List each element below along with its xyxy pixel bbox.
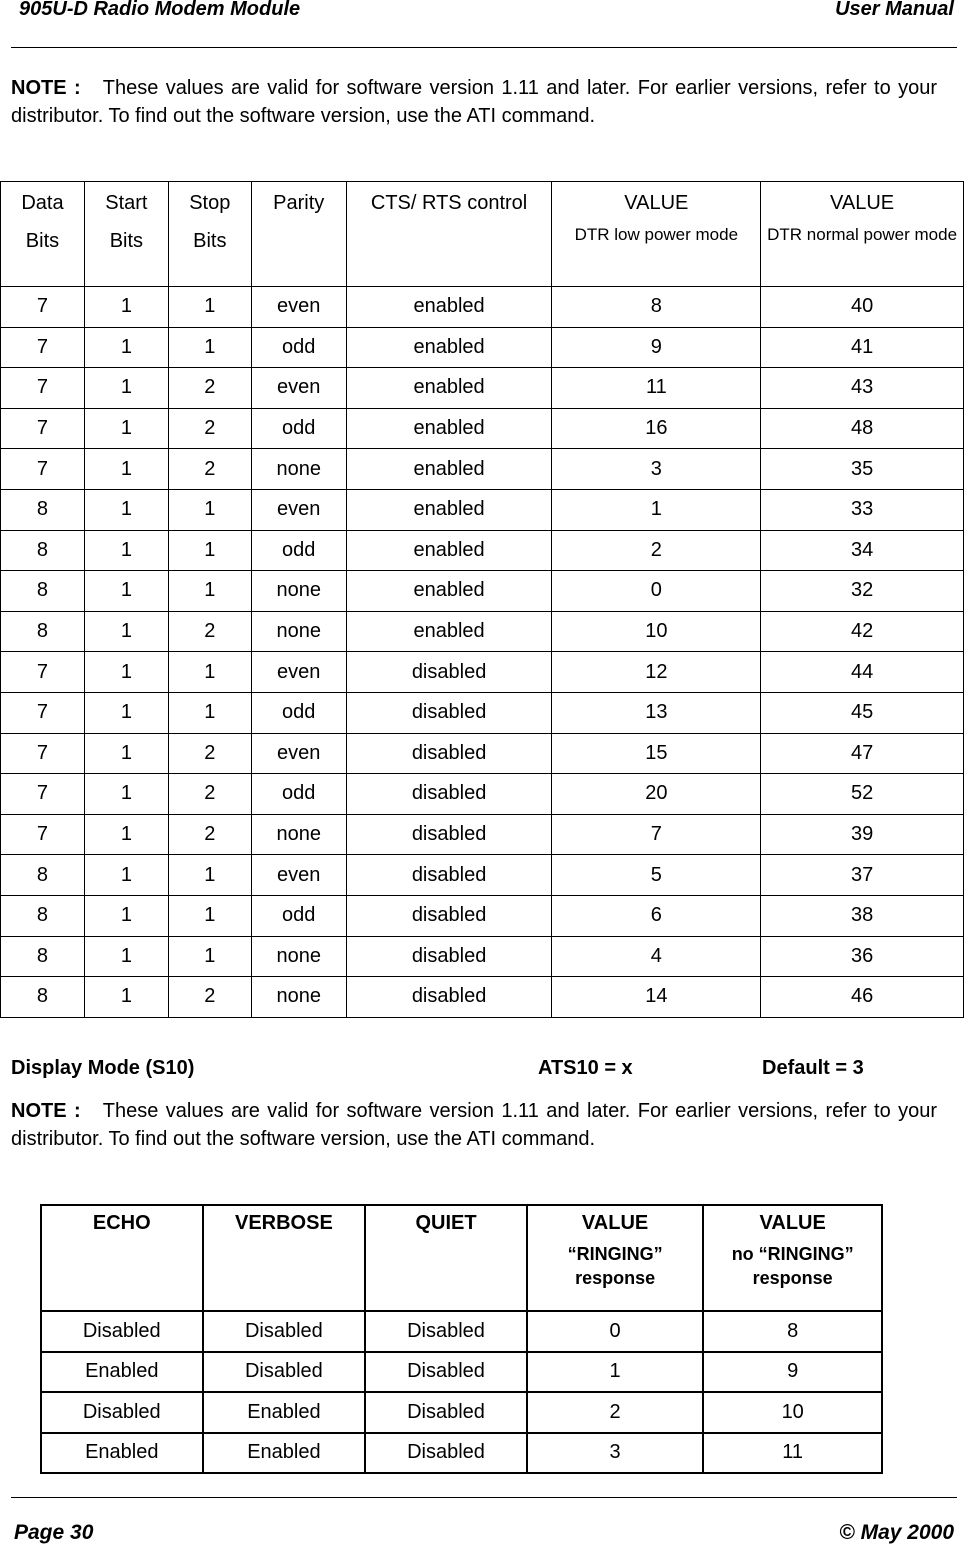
table-cell: 8 — [1, 977, 85, 1018]
table-cell: 9 — [552, 327, 761, 368]
table-cell: 2 — [527, 1392, 704, 1433]
table-cell: 15 — [552, 733, 761, 774]
col-header-verbose: VERBOSE — [203, 1205, 366, 1311]
table-cell: 7 — [1, 733, 85, 774]
table-cell: 1 — [84, 287, 168, 328]
table-cell: 39 — [761, 814, 964, 855]
table-cell: Enabled — [203, 1392, 366, 1433]
table-row — [1, 571, 964, 612]
table-cell: 43 — [761, 368, 964, 409]
table-row — [41, 1352, 882, 1393]
table-cell: disabled — [346, 733, 552, 774]
table-cell: Enabled — [41, 1433, 203, 1474]
table-cell: even — [251, 368, 346, 409]
table-cell: 8 — [1, 936, 85, 977]
col-header-data-bits: Data Bits — [1, 182, 85, 287]
table-cell: none — [251, 977, 346, 1018]
table-cell: 1 — [168, 855, 251, 896]
table-cell: 0 — [552, 571, 761, 612]
table-cell: 46 — [761, 977, 964, 1018]
table-row — [1, 449, 964, 490]
table-row — [1, 814, 964, 855]
table-cell: 7 — [1, 814, 85, 855]
table-cell: 41 — [761, 327, 964, 368]
table-cell: 1 — [168, 530, 251, 571]
table-cell: Disabled — [203, 1311, 366, 1352]
table-cell: 20 — [552, 774, 761, 815]
col-header-stop-bits: Stop Bits — [168, 182, 251, 287]
table-row — [1, 327, 964, 368]
table-cell: 1 — [84, 977, 168, 1018]
table-cell: 35 — [761, 449, 964, 490]
table-cell: 44 — [761, 652, 964, 693]
table-cell: disabled — [346, 692, 552, 733]
table-cell: 3 — [552, 449, 761, 490]
table-cell: none — [251, 814, 346, 855]
table-row — [1, 733, 964, 774]
note-text: These values are valid for software version 1.11 and later. For earlier versions, refer to your distributor. To find out the software version, use the ATI command. — [11, 77, 937, 127]
table-row — [1, 977, 964, 1018]
table-cell: 1 — [84, 489, 168, 530]
table-cell: 33 — [761, 489, 964, 530]
header-rule — [11, 47, 957, 48]
table-cell: 5 — [552, 855, 761, 896]
table-cell: 1 — [168, 652, 251, 693]
table-cell: odd — [251, 692, 346, 733]
table-cell: 40 — [761, 287, 964, 328]
table-cell: 2 — [168, 408, 251, 449]
table-cell: 1 — [84, 895, 168, 936]
table-cell: 4 — [552, 936, 761, 977]
col-header-quiet: QUIET — [365, 1205, 527, 1311]
display-mode-title: Display Mode (S10) — [11, 1057, 195, 1079]
table-cell: disabled — [346, 652, 552, 693]
display-mode-default: Default = 3 — [762, 1057, 864, 1079]
table-cell: even — [251, 652, 346, 693]
display-mode-table-body — [41, 1311, 882, 1473]
table-cell: 9 — [703, 1352, 882, 1393]
table-cell: 1 — [84, 936, 168, 977]
footer-rule — [11, 1497, 957, 1498]
table-cell: 6 — [552, 895, 761, 936]
table-row — [1, 936, 964, 977]
table-cell: Disabled — [365, 1352, 527, 1393]
table-cell: 2 — [168, 977, 251, 1018]
table-cell: 0 — [527, 1311, 704, 1352]
table-cell: 7 — [1, 692, 85, 733]
table-cell: 8 — [552, 287, 761, 328]
table-cell: 37 — [761, 855, 964, 896]
table-cell: disabled — [346, 855, 552, 896]
table-cell: 8 — [1, 611, 85, 652]
table-cell: 1 — [84, 530, 168, 571]
table-cell: Disabled — [41, 1311, 203, 1352]
table-cell: Disabled — [41, 1392, 203, 1433]
table-row — [1, 855, 964, 896]
table-cell: 2 — [168, 733, 251, 774]
table-cell: 2 — [168, 774, 251, 815]
table-cell: enabled — [346, 611, 552, 652]
table-cell: 16 — [552, 408, 761, 449]
table-header-row — [1, 182, 964, 287]
table-cell: 1 — [84, 774, 168, 815]
table-cell: disabled — [346, 936, 552, 977]
table-cell: 45 — [761, 692, 964, 733]
table-cell: enabled — [346, 530, 552, 571]
table-cell: enabled — [346, 287, 552, 328]
table-cell: odd — [251, 530, 346, 571]
table-cell: even — [251, 489, 346, 530]
copyright-date: © May 2000 — [839, 1521, 954, 1544]
table-cell: Disabled — [203, 1352, 366, 1393]
table-cell: none — [251, 936, 346, 977]
table-cell: 47 — [761, 733, 964, 774]
software-version-note-2 — [11, 1097, 937, 1153]
table-cell: disabled — [346, 895, 552, 936]
table-cell: 1 — [168, 936, 251, 977]
table-cell: Enabled — [41, 1352, 203, 1393]
table-cell: 1 — [84, 652, 168, 693]
table-row — [1, 774, 964, 815]
page-number: Page 30 — [14, 1521, 94, 1544]
table-cell: Disabled — [365, 1392, 527, 1433]
table-cell: 11 — [703, 1433, 882, 1474]
col-header-parity: Parity — [251, 182, 346, 287]
table-cell: 10 — [552, 611, 761, 652]
document-title: 905U-D Radio Modem Module — [19, 0, 301, 20]
display-mode-table — [40, 1204, 883, 1474]
table-cell: 1 — [552, 489, 761, 530]
table-cell: 7 — [1, 652, 85, 693]
note-text: These values are valid for software version 1.11 and later. For earlier versions, refer to your distributor. To find out the software version, use the ATI command. — [11, 1100, 937, 1150]
table-cell: 10 — [703, 1392, 882, 1433]
table-cell: Enabled — [203, 1433, 366, 1474]
table-cell: 7 — [552, 814, 761, 855]
table-cell: 1 — [84, 327, 168, 368]
table-row — [41, 1433, 882, 1474]
table-row — [1, 489, 964, 530]
table-cell: 7 — [1, 327, 85, 368]
table-cell: 1 — [527, 1352, 704, 1393]
table-cell: 7 — [1, 774, 85, 815]
col-header-value-normal-power: VALUE DTR normal power mode — [761, 182, 964, 287]
software-version-note — [11, 74, 937, 130]
table-cell: 13 — [552, 692, 761, 733]
table-cell: 1 — [84, 408, 168, 449]
table-cell: 8 — [1, 489, 85, 530]
table-cell: 1 — [168, 489, 251, 530]
table-cell: 2 — [552, 530, 761, 571]
table-row — [1, 368, 964, 409]
table-cell: 38 — [761, 895, 964, 936]
table-cell: 48 — [761, 408, 964, 449]
table-cell: even — [251, 733, 346, 774]
table-cell: 1 — [168, 327, 251, 368]
table-cell: 8 — [1, 530, 85, 571]
table-cell: 2 — [168, 611, 251, 652]
table-row — [1, 530, 964, 571]
table-row — [1, 895, 964, 936]
table-cell: 1 — [168, 287, 251, 328]
table-cell: enabled — [346, 327, 552, 368]
table-cell: 8 — [1, 855, 85, 896]
note-label: NOTE : — [11, 77, 81, 99]
table-cell: 8 — [1, 895, 85, 936]
table-cell: none — [251, 571, 346, 612]
table-cell: 36 — [761, 936, 964, 977]
table-cell: 1 — [168, 895, 251, 936]
table-cell: 2 — [168, 368, 251, 409]
table-cell: 1 — [84, 855, 168, 896]
display-mode-command: ATS10 = x — [538, 1057, 633, 1079]
table-cell: 7 — [1, 287, 85, 328]
table-cell: 2 — [168, 449, 251, 490]
table-cell: 12 — [552, 652, 761, 693]
table-cell: none — [251, 611, 346, 652]
table-cell: odd — [251, 408, 346, 449]
table-cell: 11 — [552, 368, 761, 409]
table-cell: 7 — [1, 368, 85, 409]
table-cell: 1 — [168, 692, 251, 733]
table-cell: 42 — [761, 611, 964, 652]
table-cell: even — [251, 287, 346, 328]
table-cell: 34 — [761, 530, 964, 571]
col-header-start-bits: Start Bits — [84, 182, 168, 287]
table-cell: 7 — [1, 408, 85, 449]
table-row — [1, 287, 964, 328]
table-cell: odd — [251, 327, 346, 368]
col-header-value-ringing: VALUE “RINGING” response — [527, 1205, 704, 1311]
table-row — [1, 692, 964, 733]
table-cell: none — [251, 449, 346, 490]
table-cell: enabled — [346, 449, 552, 490]
manual-label: User Manual — [835, 0, 954, 20]
table-cell: 7 — [1, 449, 85, 490]
table-cell: 1 — [84, 611, 168, 652]
table-cell: disabled — [346, 814, 552, 855]
table-cell: 1 — [84, 571, 168, 612]
table-cell: 2 — [168, 814, 251, 855]
col-header-echo: ECHO — [41, 1205, 203, 1311]
table-row — [1, 408, 964, 449]
table-cell: 1 — [84, 449, 168, 490]
table-row — [41, 1392, 882, 1433]
table-cell: odd — [251, 774, 346, 815]
table-header-row — [41, 1205, 882, 1311]
table-cell: enabled — [346, 368, 552, 409]
table-cell: 8 — [703, 1311, 882, 1352]
col-header-value-low-power: VALUE DTR low power mode — [552, 182, 761, 287]
table-cell: 32 — [761, 571, 964, 612]
table-cell: disabled — [346, 977, 552, 1018]
col-header-cts-rts: CTS/ RTS control — [346, 182, 552, 287]
table-cell: Disabled — [365, 1433, 527, 1474]
table-row — [1, 611, 964, 652]
table-row — [41, 1311, 882, 1352]
col-header-value-no-ringing: VALUE no “RINGING” response — [703, 1205, 882, 1311]
table-cell: disabled — [346, 774, 552, 815]
table-cell: enabled — [346, 571, 552, 612]
table-cell: 1 — [84, 733, 168, 774]
serial-format-table-body — [1, 287, 964, 1018]
table-cell: 3 — [527, 1433, 704, 1474]
table-cell: 1 — [168, 571, 251, 612]
table-row — [1, 652, 964, 693]
table-cell: 1 — [84, 692, 168, 733]
table-cell: 1 — [84, 368, 168, 409]
table-cell: 1 — [84, 814, 168, 855]
table-cell: 52 — [761, 774, 964, 815]
note-label: NOTE : — [11, 1100, 81, 1122]
table-cell: even — [251, 855, 346, 896]
table-cell: Disabled — [365, 1311, 527, 1352]
table-cell: 8 — [1, 571, 85, 612]
serial-format-table — [0, 181, 964, 1018]
table-cell: 14 — [552, 977, 761, 1018]
table-cell: enabled — [346, 489, 552, 530]
table-cell: enabled — [346, 408, 552, 449]
table-cell: odd — [251, 895, 346, 936]
